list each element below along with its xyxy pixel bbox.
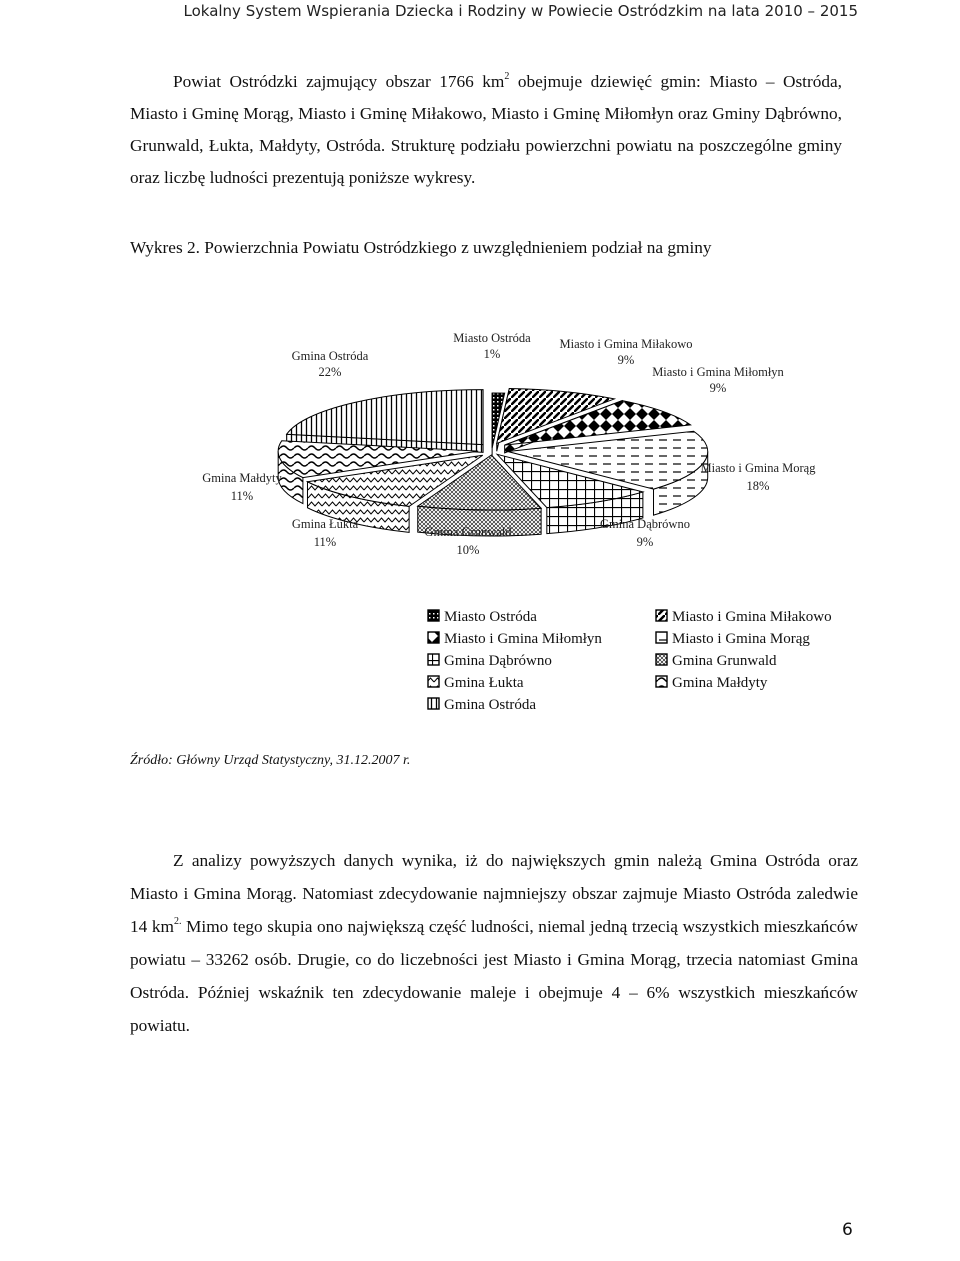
intro-superscript: 2 [504,71,510,83]
slice-percent-gmina-dabrowno: 9% [636,535,654,549]
intro-text-2: obejmuje dziewięć gmin: Miasto – Ostróda, Miasto i Gminę Morąg, Miasto i Gminę Miłakowo, Miasto i Gminę Miłomłyn oraz Gminy Dąbrówno, Grunwald, Łukta, Małdyty, Ostróda. Strukturę podziału powierzchni powiatu na poszczególne gminy oraz liczbę ludności prezentują poniższe wykresy. [130,72,843,187]
legend-label-gmina-ostroda: Gmina Ostróda [444,697,537,713]
slice-label-miasto-i-gmina-milomlyn: Miasto i Gmina Miłomłyn [652,365,784,379]
source-note: Źródło: Główny Urząd Statystyczny, 31.12.2007 r. [130,753,411,768]
legend-label-miasto-i-gmina-morag: Miasto i Gmina Morąg [672,631,810,647]
slice-percent-gmina-grunwald: 10% [456,543,480,557]
slice-percent-miasto-ostroda: 1% [483,347,501,361]
slice-percent-miasto-i-gmina-milakowo: 9% [617,353,635,367]
document-header [0,0,960,28]
intro-paragraph [130,66,842,194]
page-number: 6 [842,1220,853,1240]
chart-title: Wykres 2. Powierzchnia Powiatu Ostródzkiego z uwzględnieniem podział na gminy [130,238,712,257]
legend-swatch-miasto-i-gmina-morag [656,632,667,643]
slice-label-gmina-grunwald: Gmina Grunwald [424,525,512,539]
analysis-paragraph [130,844,858,1042]
legend-label-miasto-i-gmina-milomlyn: Miasto i Gmina Miłomłyn [444,631,602,647]
header-title: Lokalny System Wspierania Dziecka i Rodziny w Powiecie Ostródzkim na lata 2010 – 2015 [183,2,858,20]
legend-label-gmina-maldyty: Gmina Małdyty [672,675,768,691]
slice-label-gmina-dabrowno: Gmina Dąbrówno [600,517,690,531]
legend-label-gmina-lukta: Gmina Łukta [444,675,524,691]
analysis-text-2: Mimo tego skupia ono największą część ludności, niemal jedną trzecią wszystkich mieszkańców powiatu – 33262 osób. Drugie, co do liczebności jest Miasto i Gmina Morąg, trzecia natomiast Gmina Ostróda. Później wskaźnik ten zdecydowanie maleje i obejmuje 4 – 6% wszystkich mieszkańców powiatu. [130,917,859,1035]
legend-swatch-gmina-dabrowno [428,654,439,665]
pie-chart [0,300,960,740]
legend-label-gmina-dabrowno: Gmina Dąbrówno [444,653,552,669]
slice-percent-miasto-i-gmina-milomlyn: 9% [709,381,727,395]
intro-text-1: Powiat Ostródzki zajmujący obszar 1766 km [173,72,505,91]
slice-percent-gmina-ostroda: 22% [318,365,342,379]
analysis-superscript: 2. [173,916,182,928]
legend-swatch-miasto-i-gmina-milakowo [656,610,667,621]
analysis-text-1: Z analizy powyższych danych wynika, iż do największych gmin należą Gmina Ostróda oraz Miasto i Gmina Morąg. Natomiast zdecydowanie najmniejszy obszar zajmuje Miasto Ostróda zaledwie 14 km [130,851,858,936]
legend-label-miasto-ostroda: Miasto Ostróda [444,609,537,625]
legend-label-miasto-i-gmina-milakowo: Miasto i Gmina Miłakowo [672,609,832,625]
legend-swatch-miasto-i-gmina-milomlyn [428,632,439,643]
legend-swatch-gmina-maldyty [656,676,667,687]
legend-label-gmina-grunwald: Gmina Grunwald [672,653,777,669]
legend-swatch-gmina-ostroda [428,698,439,709]
slice-percent-gmina-lukta: 11% [313,535,337,549]
slice-label-gmina-ostroda: Gmina Ostróda [291,349,369,363]
legend-swatch-gmina-lukta [428,676,439,687]
slice-label-miasto-ostroda: Miasto Ostróda [453,331,531,345]
legend-swatch-miasto-ostroda [428,610,439,621]
slice-percent-miasto-i-gmina-morag: 18% [746,479,770,493]
slice-label-miasto-i-gmina-morag: Miasto i Gmina Morąg [700,461,816,475]
legend-swatch-gmina-grunwald [656,654,667,665]
pie-chart-svg [0,300,960,740]
slice-label-gmina-lukta: Gmina Łukta [291,517,359,531]
slice-label-miasto-i-gmina-milakowo: Miasto i Gmina Miłakowo [559,337,693,351]
slice-label-gmina-maldyty: Gmina Małdyty [202,471,282,485]
slice-percent-gmina-maldyty: 11% [230,489,254,503]
